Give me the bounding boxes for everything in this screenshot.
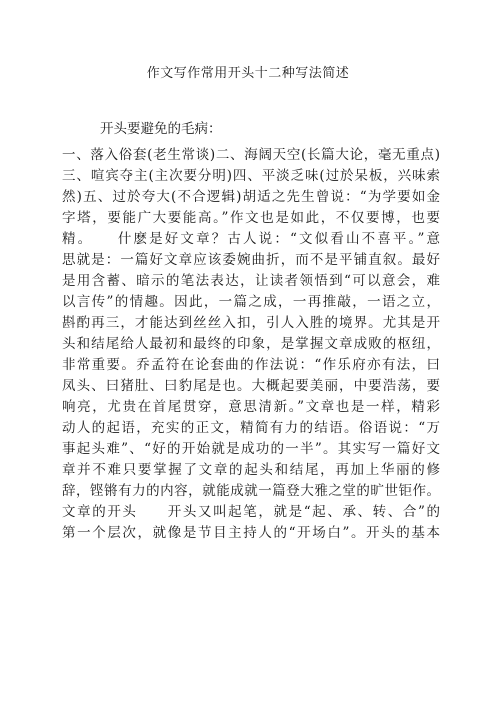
paragraph-line: 响亮，尤贵在首尾贯穿，意思清新。”文章也是一样，精彩	[62, 399, 440, 415]
paragraph-line: 文章的开头 开头又叫起笔，就是“起、承、转、合”的	[62, 504, 440, 520]
paragraph-line: 动人的起语，充实的正文，精简有力的结语。俗语说：“万	[62, 420, 440, 436]
paragraph-line: 凤头、曰猪肚、曰豹尾是也。大概起要美丽，中要浩荡，要	[62, 378, 440, 394]
paragraph-line: 字塔，要能广大要能高。”作文也是如此，不仅要博，也要	[62, 210, 440, 226]
paragraph-line: 是用含蓄、暗示的笔法表达，让读者领悟到“可以意会，难	[62, 273, 440, 289]
paragraph-line: 事起头难”、“好的开始就是成功的一半”。其实写一篇好文	[62, 441, 440, 457]
paragraph-line: 辞，铿锵有力的内容，就能成就一篇登大雅之堂的旷世钜作。	[62, 483, 440, 499]
paragraph-line: 以言传”的情趣。因此，一篇之成，一再推敲，一语之立，	[62, 294, 440, 310]
document-title: 作文写作常用开头十二种写法简述	[146, 66, 350, 81]
paragraph-line: 然)五、过於夸大(不合逻辑)胡适之先生曾说：“为学要如金	[62, 189, 440, 205]
paragraph-line: 斟酌再三，才能达到丝丝入扣，引人入胜的境界。尤其是开	[62, 315, 440, 331]
paragraph-line: 章并不难只要掌握了文章的起头和结尾，再加上华丽的修	[62, 462, 440, 478]
paragraph-line: 精。 什麽是好文章？古人说：“文似看山不喜平。”意	[62, 231, 440, 247]
paragraph-line: 三、喧宾夺主(主次要分明)四、平淡乏味(过於呆板，兴味索	[62, 168, 440, 184]
paragraph-line: 一、落入俗套(老生常谈)二、海阔天空(长篇大论，毫无重点)	[62, 147, 440, 163]
paragraph-line: 非常重要。乔孟符在论套曲的作法说：“作乐府亦有法，曰	[62, 357, 440, 373]
paragraph-line: 头和结尾给人最初和最终的印象，是掌握文章成败的枢纽，	[62, 336, 440, 352]
paragraph-line: 第一个层次，就像是节目主持人的“开场白”。开头的基本	[62, 525, 440, 541]
subheading: 开头要避免的毛病：	[100, 121, 222, 137]
paragraph-line: 思就是：一篇好文章应该委婉曲折，而不是平铺直叙。最好	[62, 252, 440, 268]
